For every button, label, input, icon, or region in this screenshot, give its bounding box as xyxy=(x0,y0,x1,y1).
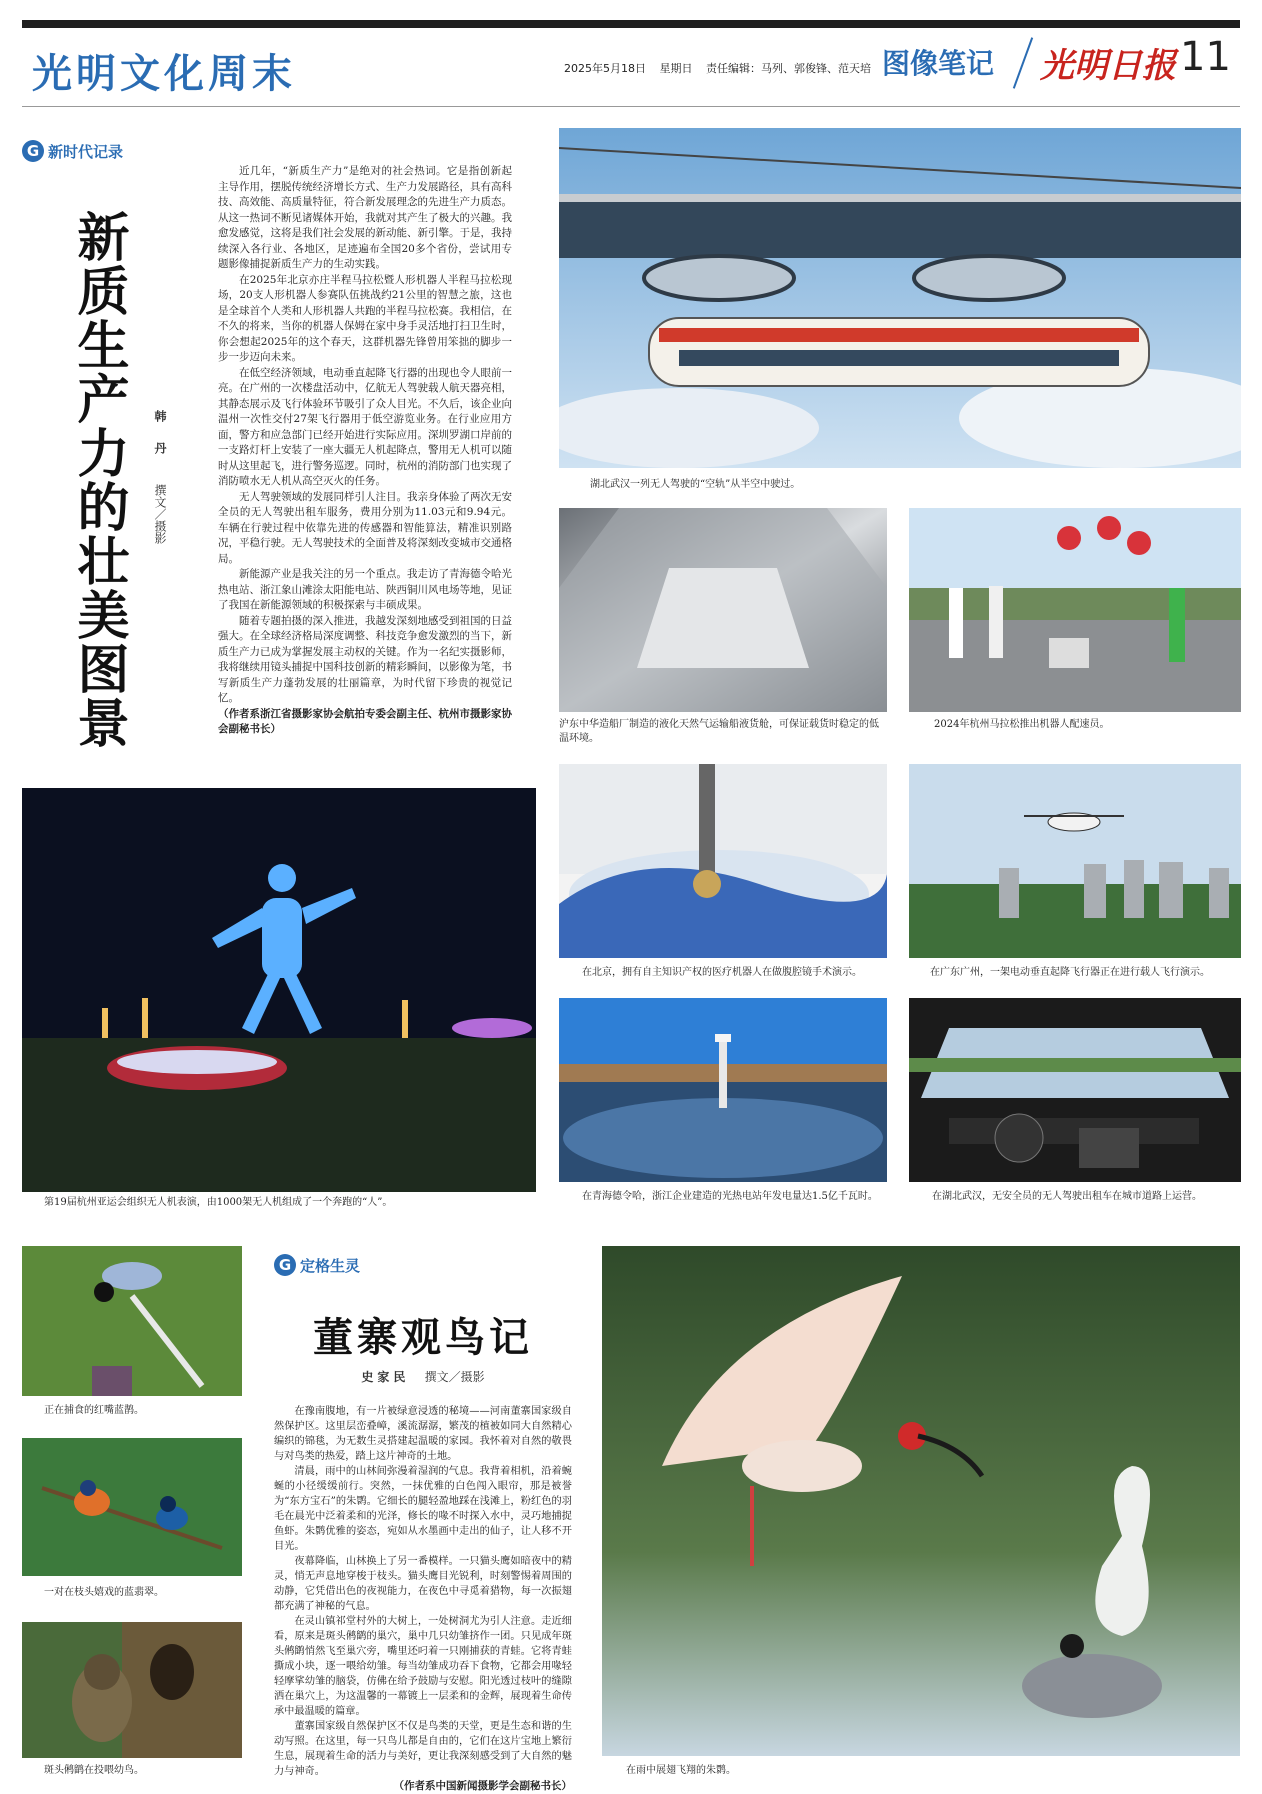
article2-paragraph: 清晨，雨中的山林间弥漫着湿润的气息。我背着相机，沿着蜿蜒的小径缓缓前行。突然，一抹优雅的白色闯入眼帘，那是被誉为“东方宝石”的朱鹮。它细长的腿轻盈地踩在浅滩上，粉红色的羽毛在晨光中泛着柔和的光泽，修长的喙不时探入水中，灵巧地捕捉鱼虾。朱鹮优雅的姿态，宛如从水墨画中走出的仙子，让人移不开目光。 xyxy=(274,1466,572,1552)
photo-crested-ibis xyxy=(602,1246,1240,1756)
caption-surgery-robot: 在北京，拥有自主知识产权的医疗机器人在做腹腔镜手术演示。 xyxy=(582,967,862,978)
article1-paragraph: 在低空经济领域，电动垂直起降飞行器的出现也令人眼前一亮。在广州的一次楼盘活动中，亿航无人驾驶载人航天器亮相，其静态展示及飞行体验环节吸引了众人目光。不久后，该企业向温州一次性交付27架飞行器用于低空游览业务。在行业应用方面，警方和应急部门已经开始进行实际应用。深圳罗湖口岸前的一支路灯杆上安装了一座大疆无人机起降点，警用无人机可以随时从这里起飞，进行警务巡逻。同时，杭州的消防部门也实现了消防喷水无人机从高空灭火的任务。 xyxy=(218,366,512,487)
caption-owlet: 斑头鸺鹠在投喂幼鸟。 xyxy=(44,1765,144,1776)
article2-author-role: 撰文／摄影 xyxy=(424,1370,485,1384)
photo-surgery-robot xyxy=(559,764,887,958)
article1-credit: （作者系浙江省摄影家协会航拍专委会副主任、杭州市摄影家协会副秘书长） xyxy=(218,707,512,735)
newspaper-logo: 光明日报 xyxy=(1040,46,1176,86)
issue-meta xyxy=(564,60,881,76)
photo-lng-tank xyxy=(559,508,887,712)
caption-marathon: 2024年杭州马拉松推出机器人配速员。 xyxy=(934,719,1110,730)
editors: 责任编辑：马列、郭俊锋、范天培 xyxy=(706,62,871,75)
photo-blue-magpie xyxy=(22,1246,242,1396)
photo-solar-plant xyxy=(559,998,887,1182)
article2-paragraph: 在灵山镇祁堂村外的大树上，一处树洞尤为引人注意。走近细看，原来是斑头鸺鹠的巢穴，巢中几只幼雏挤作一团。只见成年斑头鸺鹠悄然飞至巢穴旁，嘴里还叼着一只刚捕获的青蛙。它将青蛙撕成小块，逐一喂给幼雏。每当幼雏成功吞下食物，它都会用喙轻轻摩挲幼雏的脑袋，仿佛在给予鼓励与安慰。阳光透过枝叶的缝隙洒在巢穴上，为这温馨的一幕镀上一层柔和的金辉，展现着生命传承中最温暖的篇章。 xyxy=(274,1616,572,1717)
column-tag-2 xyxy=(274,1254,360,1276)
article2-byline xyxy=(274,1368,572,1385)
article2-credit: （作者系中国新闻摄影学会副秘书长） xyxy=(393,1780,572,1792)
photo-owlet xyxy=(22,1622,242,1758)
caption-solar-plant: 在青海德令哈，浙江企业建造的光热电站年发电量达1.5亿千瓦时。 xyxy=(582,1191,878,1202)
column-g-icon: G xyxy=(22,140,44,162)
photo-marathon xyxy=(909,508,1241,712)
issue-weekday: 星期日 xyxy=(659,62,693,75)
caption-kingfisher: 一对在枝头嬉戏的蓝翡翠。 xyxy=(44,1587,164,1598)
article2-title: 董寨观鸟记 xyxy=(313,1314,533,1361)
caption-drone-show: 第19届杭州亚运会组织无人机表演，由1000架无人机组成了一个奔跑的“人”。 xyxy=(44,1197,393,1208)
article1-paragraph: 随着专题拍摄的深入推进，我越发深刻地感受到祖国的日益强大。在全球经济格局深度调整、科技竞争愈发激烈的当下，新质生产力已成为掌握发展主动权的关键。作为一名纪实摄影师，我将继续用镜头捕捉中国科技创新的精彩瞬间，以影像为笔，书写新质生产力蓬勃发展的壮丽篇章，为时代留下珍贵的视觉记忆。 xyxy=(218,614,512,704)
article2-paragraph: 董寨国家级自然保护区不仅是鸟类的天堂，更是生态和谐的生动写照。在这里，每一只鸟儿都是自由的，它们在这片宝地上繁衍生息，展现着生命的活力与美好，更让我深刻感受到了大自然的魅力与神奇。 xyxy=(274,1721,572,1777)
caption-blue-magpie: 正在捕食的红嘴蓝鹊。 xyxy=(44,1405,144,1416)
photo-monorail xyxy=(559,128,1241,468)
caption-lng-tank: 沪东中华造船厂制造的液化天然气运输船液货舱，可保证载货时稳定的低温环境。 xyxy=(559,719,879,744)
caption-crested-ibis: 在雨中展翅飞翔的朱鹮。 xyxy=(626,1765,736,1776)
article2-author: 史家民 xyxy=(361,1370,410,1384)
caption-robotaxi: 在湖北武汉，无安全员的无人驾驶出租车在城市道路上运营。 xyxy=(932,1191,1202,1202)
article2-paragraph: 在豫南腹地，有一片被绿意浸透的秘境——河南董寨国家级自然保护区。这里层峦叠嶂，溪流潺潺，繁茂的植被如同大自然精心编织的锦毯，为无数生灵搭建起温暖的家园。我怀着对自然的敬畏与对鸟类的热爱，踏上这片神奇的土地。 xyxy=(274,1406,572,1462)
top-rule xyxy=(22,20,1240,28)
article1-paragraph: 在2025年北京亦庄半程马拉松暨人形机器人半程马拉松现场，20支人形机器人参赛队伍挑战约21公里的智慧之旅，这也是全球首个人类和人形机器人共跑的半程马拉松赛。我相信，在不久的将来，当你的机器人保姆在家中身手灵活地打扫卫生时，你会想起2025年的这个春天，这群机器先锋曾用笨拙的脚步一步一步迈向未来。 xyxy=(218,273,512,363)
photo-robotaxi xyxy=(909,998,1241,1182)
article1-paragraph: 新能源产业是我关注的另一个重点。我走访了青海德令哈光热电站、浙江象山滩涂太阳能电站、陕西铜川风电场等地，见证了我国在新能源领域的积极探索与丰硕成果。 xyxy=(218,568,512,611)
article1-paragraph: 近几年，“新质生产力”是绝对的社会热词。它是指创新起主导作用，摆脱传统经济增长方式、生产力发展路径，具有高科技、高效能、高质量特征，符合新发展理念的先进生产力质态。从这一热词不断见诸媒体开始，我就对其产生了极大的兴趣。我愈发感觉，这将是我们社会发展的新动能、新引擎。于是，我持续深入各行业、各地区，足迹遍布全国20多个省份，尝试用专题影像捕捉新质生产力的生动实践。 xyxy=(218,165,512,270)
article1-body xyxy=(218,164,512,737)
caption-evtol: 在广东广州，一架电动垂直起降飞行器正在进行载人飞行演示。 xyxy=(930,967,1210,978)
publication-title: 光明文化周末 xyxy=(32,50,296,97)
photo-evtol xyxy=(909,764,1241,958)
photo-kingfisher xyxy=(22,1438,242,1576)
issue-date: 2025年5月18日 xyxy=(564,62,646,75)
article2-body xyxy=(274,1404,572,1794)
divider-slash xyxy=(1013,37,1033,88)
page-number: 11 xyxy=(1180,34,1231,80)
column-tag-1 xyxy=(22,140,123,162)
column-label: 定格生灵 xyxy=(300,1256,361,1275)
article1-author: 韩 丹 xyxy=(153,410,167,463)
article1-paragraph: 无人驾驶领域的发展同样引人注目。我亲身体验了两次无安全员的无人驾驶出租车服务，费用分别为11.03元和9.94元。车辆在行驶过程中依靠先进的传感器和智能算法，精准识别路况，平稳行驶。无人驾驶技术的全面普及将深刻改变城市交通格局。 xyxy=(218,490,512,565)
article1-author-role: 撰文／摄影 xyxy=(153,483,167,544)
article1-byline xyxy=(154,410,166,544)
article1-title: 新质生产力的壮美图景 xyxy=(68,210,129,750)
header-rule xyxy=(22,106,1240,107)
column-label: 新时代记录 xyxy=(48,142,124,161)
section-name: 图像笔记 xyxy=(882,47,995,80)
caption-monorail: 湖北武汉一列无人驾驶的“空轨”从半空中驶过。 xyxy=(590,479,801,490)
column-g-icon: G xyxy=(274,1254,296,1276)
masthead xyxy=(22,32,1240,104)
article2-paragraph: 夜幕降临，山林换上了另一番模样。一只猫头鹰如暗夜中的精灵，悄无声息地穿梭于枝头。猫头鹰目光锐利，时刻警惕着周围的动静，它凭借出色的夜视能力，在夜色中寻觅着猎物，每一次振翅都充满了神秘的气息。 xyxy=(274,1556,572,1612)
photo-drone-show xyxy=(22,788,536,1192)
